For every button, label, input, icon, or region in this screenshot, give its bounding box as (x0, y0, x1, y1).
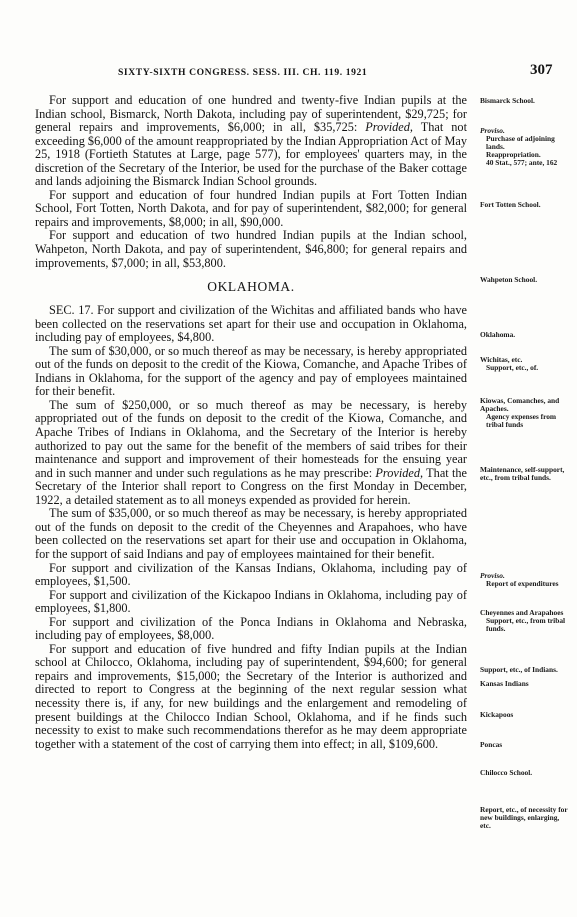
margin-note-oklahoma: Oklahoma. (480, 330, 516, 339)
margin-note-bismarck-details (480, 127, 570, 167)
paragraph-kickapoo: For support and civilization of the Kickapoo Indians in Oklahoma, including pay of employees, $1,800. (35, 587, 467, 616)
proviso-word: Provided, (375, 465, 424, 480)
margin-report-expenditures: Report of expenditures (486, 579, 559, 588)
margin-note-maintenance: Maintenance, self-support, etc., from tribal funds. (480, 465, 565, 482)
margin-proviso-2: Proviso. (480, 571, 505, 580)
margin-wichitas: Wichitas, etc. (480, 355, 523, 364)
paragraph-kiowa-maintenance (35, 399, 467, 507)
margin-wichitas-support: Support, etc., of. (486, 363, 539, 372)
page-number: 307 (530, 62, 553, 78)
proviso-word: Provided, (365, 120, 413, 135)
margin-cheyennes: Cheyennes and Arapahoes (480, 608, 564, 617)
paragraph-wichitas: SEC. 17. For support and civilization of the Wichitas and affiliated bands who have been collected on the reservations set apart for their use and occupation in Oklahoma, including pay of employees, $4,800. (35, 303, 467, 345)
paragraph-kiowa-agency: The sum of $30,000, or so much thereof as may be necessary, is hereby appropriated out of the funds on deposit to the credit of the Kiowa, Comanche, and Apache Tribes of Indians in Oklahoma, for the support of the agency and pay of employees maintained for their benefit. (35, 343, 467, 399)
margin-note-support-indians: Support, etc., of Indians. (480, 665, 558, 674)
margin-kiowas-agency: Agency expenses from tribal funds (486, 412, 557, 429)
margin-reappropriation: Reappropriation. (486, 150, 541, 159)
margin-stat-ref: 40 Stat., 577; ante, 162 (486, 158, 558, 167)
margin-note-kickapoo: Kickapoos (480, 710, 514, 719)
margin-note-chilocco: Chilocco School. (480, 768, 533, 777)
margin-note-wahpeton: Wahpeton School. (480, 275, 538, 284)
margin-note-fort-totten: Fort Totten School. (480, 200, 541, 209)
margin-proviso: Proviso. (480, 126, 505, 135)
paragraph-chilocco: For support and education of five hundred and fifty Indian pupils at the Indian school at Chilocco, Oklahoma, including pay of superintendent, $94,600; for general repairs and improvements, $15,000; the Secretary of the Interior is authorized and directed to report to Congress at the beginning of the next regular session what necessity there is, if any, for new buildings and the enlargement and remodeling of present buildings at the Chilocco Indian School, Oklahoma, and if he finds such necessity to exist to make such recommendations therefor as he may deem appropriate together with a statement of the cost of carrying them into effect; in all, $109,600. (35, 641, 467, 751)
margin-cheyennes-support: Support, etc., from tribal funds. (486, 616, 566, 633)
running-header (0, 64, 577, 84)
paragraph-fort-totten: For support and education of four hundred Indian pupils at Fort Totten Indian School, Fort Totten, North Dakota, and for pay of superintendent, $82,000; for general repairs and improvements, $8,000; in all, $90,000. (35, 187, 467, 229)
margin-note-wichitas (480, 356, 570, 372)
paragraph-bismarck (35, 94, 467, 189)
margin-note-report-necessity: Report, etc., of necessity for new buildings, enlarging, etc. (480, 805, 568, 830)
margin-note-kiowas (480, 397, 572, 429)
paragraph-text-rest: That the Secretary of the Interior shall report to Congress on the first Monday in December, 1922, a detailed statement as to all moneys expended as provided for herein. (35, 465, 468, 507)
paragraph-text-rest: That not exceeding $6,000 of the amount reappropriated by the Indian Appropriation Act of May 25, 1918 (Fortieth Statutes at Large, page 577), for employees' quarters may, in the discretion of the Secretary of the Interior, be used for the purchase of the Baker cottage and lands adjoining the Bismarck Indian School grounds. (35, 120, 467, 189)
margin-note-proviso-report (480, 572, 570, 588)
margin-note-bismarck: Bismarck School. (480, 96, 535, 105)
paragraph-ponca: For support and civilization of the Ponca Indians in Oklahoma and Nebraska, including pay of employees, $8,000. (35, 614, 467, 643)
margin-kiowas: Kiowas, Comanches, and Apaches. (480, 396, 560, 413)
running-title: SIXTY-SIXTH CONGRESS. SESS. III. CH. 119. 1921 (118, 67, 368, 78)
paragraph-wahpeton: For support and education of two hundred Indian pupils at the Indian school, Wahpeton, North Dakota, and pay of superintendent, $46,800; for general repairs and improvements, $7,000; in all, $53,800. (35, 228, 467, 270)
paragraph-kansas: For support and civilization of the Kansas Indians, Oklahoma, including pay of employees, $1,500. (35, 560, 467, 589)
margin-purchase: Purchase of adjoining lands. (486, 134, 555, 151)
main-text (35, 94, 467, 751)
margin-note-kansas: Kansas Indians (480, 679, 529, 688)
margin-note-poncas: Poncas (480, 740, 503, 749)
margin-note-cheyennes (480, 609, 570, 633)
paragraph-text: The sum of $250,000, or so much thereof as may be necessary, is hereby appropriated out of the funds on deposit to the credit of the Kiowa, Comanche, and Apache Tribes of Indians in Oklahoma, and the Secretary of the Interior is hereby authorized to pay out the same for the benefit of the members of said tribes for their maintenance and support and improvement of their homesteads for the ensuing year and in such manner and under such regulations as he may prescribe: (35, 397, 467, 480)
section-heading-oklahoma: OKLAHOMA. (207, 279, 295, 295)
paragraph-text: For support and education of one hundred and twenty-five Indian pupils at the Indian school, Bismarck, North Dakota, including pay of superintendent, $29,725; for general repairs and improvements, $6,000; in all, $35,725: (35, 93, 467, 135)
paragraph-cheyennes: The sum of $35,000, or so much thereof as may be necessary, is hereby appropriated out of the funds on deposit to the credit of the Cheyennes and Arapahoes, who have been collected on the reservations set apart for their use and occupation in Oklahoma, for the support of said Indians and pay of employees maintained for their benefit. (35, 506, 467, 561)
